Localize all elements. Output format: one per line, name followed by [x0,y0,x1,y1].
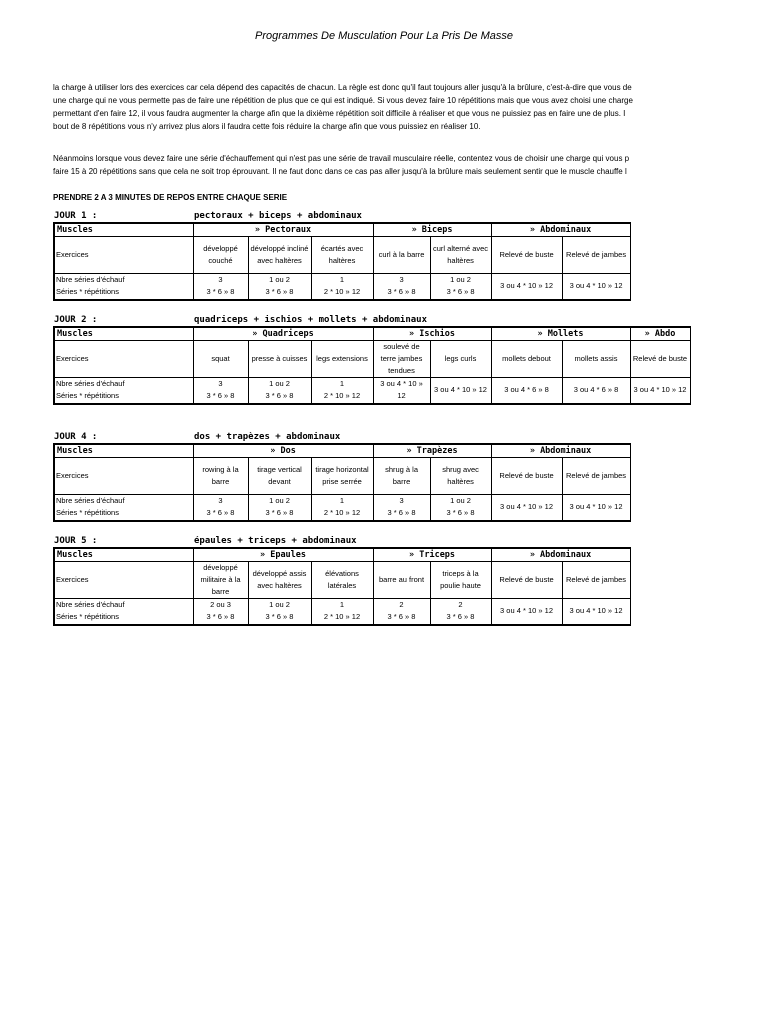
exercise-name: développé militaire à la barre [193,562,248,599]
exercise-name: shrug à la barre [373,458,430,495]
intro-paragraph [53,81,768,133]
intro-line: permettant d'en faire 12, il vous faudra augmenter la charge afin que la dixième répétition soit difficile à réaliser et que vous ne puissiez pas en faire une de plus. I [53,109,626,118]
exercise-table [53,547,631,626]
exercise-name: barre au front [373,562,430,599]
day-label: JOUR 2 : [54,315,98,325]
day-header [53,315,768,326]
muscle-group-header: » Abdominaux [491,223,630,237]
exercise-table [53,222,631,301]
day-block [53,315,768,450]
sets-cell [430,274,491,300]
exercise-name: élévations latérales [311,562,373,599]
page-title: Programmes De Musculation Pour La Pris De Masse [255,30,513,42]
exercise-name: soulevé de terre jambes tendues [373,341,430,378]
muscle-group-header: » Abdominaux [491,444,630,458]
sets-reps-value: 3 * 6 » 8 [387,508,416,518]
sets-cell [311,495,373,521]
sets-reps-label: Séries * répétitions [56,508,119,518]
sets-cell [311,378,373,404]
exercise-name: curl à la barre [373,237,430,274]
sets-reps-value: 3 ou 4 * 10 » 12 [562,599,630,625]
sets-cell [311,599,373,625]
sets-reps-value: 3 ou 4 * 6 » 8 [562,378,630,404]
warmup-sets-value: 1 ou 2 [269,379,290,389]
sets-reps-value: 3 ou 4 * 10 » 12 [562,495,630,521]
day-title: épaules + triceps + abdominaux [194,536,357,546]
sets-cell [193,599,248,625]
day-label: JOUR 5 : [54,536,98,546]
warmup-sets-value: 1 [339,496,345,506]
sets-reps-value: 3 * 6 » 8 [446,612,475,622]
series-labels [54,378,193,404]
warmup-sets-value: 2 [399,600,404,610]
warmup-sets-value: 3 [218,496,223,506]
exercise-name: squat [193,341,248,378]
exercise-name: Relevé de jambes [562,562,630,599]
day-title: quadriceps + ischios + mollets + abdominaux [194,315,427,325]
sets-reps-value: 3 * 6 » 8 [446,508,475,518]
warmup-sets-value: 3 [218,379,223,389]
sets-cell [193,378,248,404]
sets-cell [373,599,430,625]
exercises-label: Exercices [54,458,193,495]
exercise-name: Relevé de jambes [562,237,630,274]
exercise-name: mollets assis [562,341,630,378]
day-title: pectoraux + biceps + abdominaux [194,211,362,221]
muscle-group-header: » Dos [193,444,373,458]
muscle-group-header: » Ischios [373,327,491,341]
muscle-group-header: » Triceps [373,548,491,562]
day-label: JOUR 1 : [54,211,98,221]
exercise-name: développé incliné avec haltères [248,237,311,274]
day-title: dos + trapèzes + abdominaux [194,432,341,442]
exercise-name: Relevé de buste [491,237,562,274]
muscle-group-header: » Mollets [491,327,630,341]
sets-cell [430,495,491,521]
warmup-sets-value: 2 ou 3 [210,600,231,610]
warmup-sets-value: 1 ou 2 [450,275,471,285]
sets-cell [373,495,430,521]
muscle-group-header: » Abdominaux [491,548,630,562]
day-header [53,211,768,222]
warmup-sets-value: 3 [218,275,223,285]
muscle-group-header: » Quadriceps [193,327,373,341]
exercise-name: triceps à la poulie haute [430,562,491,599]
warmup-sets-value: 2 [458,600,463,610]
note-line: Néanmoins lorsque vous devez faire une série d'échauffement qui n'est pas une série de travail musculaire réelle, contentez vous de choisir une charge qui vous p [53,154,630,163]
warmup-sets-value: 1 ou 2 [269,496,290,506]
exercise-name: Relevé de buste [491,562,562,599]
sets-reps-value: 3 * 6 » 8 [387,287,416,297]
muscles-header: Muscles [54,548,193,562]
exercise-name: Relevé de buste [630,341,690,378]
sets-reps-value: 2 * 10 » 12 [323,612,361,622]
series-labels [54,495,193,521]
warmup-sets-value: 1 ou 2 [269,275,290,285]
exercises-label: Exercices [54,562,193,599]
sets-cell [430,599,491,625]
muscle-group-header: » Epaules [193,548,373,562]
warmup-note [53,152,768,178]
muscles-header: Muscles [54,327,193,341]
sets-cell [248,274,311,300]
sets-reps-value: 3 ou 4 * 10 » 12 [562,274,630,300]
sets-reps-value: 3 ou 4 * 10 » 12 [491,274,562,300]
muscles-header: Muscles [54,223,193,237]
exercise-name: mollets debout [491,341,562,378]
warmup-sets-label: Nbre séries d'échauf [56,496,125,506]
exercise-name: legs curls [430,341,491,378]
sets-reps-value: 2 * 10 » 12 [323,508,361,518]
sets-reps-value: 3 * 6 » 8 [265,391,294,401]
sets-reps-value: 3 * 6 » 8 [265,287,294,297]
sets-reps-value: 3 * 6 » 8 [265,612,294,622]
sets-reps-value: 3 ou 4 * 10 » 12 [491,495,562,521]
sets-cell [311,274,373,300]
rest-instruction: PRENDRE 2 A 3 MINUTES DE REPOS ENTRE CHAQUE SERIE [53,193,288,202]
exercise-name: développé couché [193,237,248,274]
day-header [53,536,768,547]
sets-reps-value: 3 ou 4 * 6 » 8 [491,378,562,404]
sets-reps-label: Séries * répétitions [56,287,119,297]
sets-cell [193,495,248,521]
exercise-name: écartés avec haltères [311,237,373,274]
exercise-table [53,443,631,522]
sets-reps-value: 3 ou 4 * 10 » 12 [630,378,690,404]
warmup-sets-value: 1 ou 2 [269,600,290,610]
muscle-group-header: » Abdo [630,327,690,341]
exercise-name: shrug avec haltères [430,458,491,495]
day-label: JOUR 4 : [54,432,98,442]
exercise-name: tirage vertical devant [248,458,311,495]
sets-reps-value: 3 * 6 » 8 [206,508,235,518]
sets-reps-value: 3 * 6 » 8 [387,612,416,622]
warmup-sets-value: 1 [339,600,345,610]
sets-reps-value: 3 * 6 » 8 [265,508,294,518]
exercise-table [53,326,691,405]
exercise-name: legs extensions [311,341,373,378]
sets-reps-value: 3 * 6 » 8 [206,612,235,622]
sets-reps-value: 3 ou 4 * 10 » 12 [430,378,491,404]
intro-line: une charge qui ne vous permette pas de faire une répétition de plus que ce qui est indiqué. Si vous devez faire 10 répétitions mais que vous avez choisi une charge [53,96,633,105]
exercises-label: Exercices [54,237,193,274]
muscle-group-header: » Biceps [373,223,491,237]
intro-line: la charge à utiliser lors des exercices car cela dépend des capacités de chacun. La règle est donc qu'il faut toujours aller jusqu'à la brûlure, c'est-à-dire que vous de [53,83,632,92]
sets-cell [373,274,430,300]
sets-reps-value: 3 * 6 » 8 [446,287,475,297]
day-header [53,432,768,443]
warmup-sets-label: Nbre séries d'échauf [56,600,125,610]
sets-reps-value: 3 ou 4 * 10 » 12 [373,378,430,404]
exercise-name: tirage horizontal prise serrée [311,458,373,495]
sets-reps-label: Séries * répétitions [56,391,119,401]
muscles-header: Muscles [54,444,193,458]
exercise-name: Relevé de buste [491,458,562,495]
exercise-name: curl alterné avec haltères [430,237,491,274]
day-block [53,536,768,671]
sets-cell [248,378,311,404]
warmup-sets-value: 3 [399,275,404,285]
sets-reps-value: 2 * 10 » 12 [323,287,361,297]
warmup-sets-label: Nbre séries d'échauf [56,379,125,389]
warmup-sets-value: 1 [339,275,345,285]
exercises-label: Exercices [54,341,193,378]
warmup-sets-label: Nbre séries d'échauf [56,275,125,285]
exercise-name: développé assis avec haltères [248,562,311,599]
sets-reps-value: 3 ou 4 * 10 » 12 [491,599,562,625]
sets-reps-value: 3 * 6 » 8 [206,391,235,401]
sets-reps-value: 3 * 6 » 8 [206,287,235,297]
sets-cell [248,495,311,521]
exercise-name: rowing à la barre [193,458,248,495]
exercise-name: presse à cuisses [248,341,311,378]
sets-cell [193,274,248,300]
warmup-sets-value: 1 [339,379,345,389]
intro-line: bout de 8 répétitions vous n'y arrivez plus alors il faudra cette fois réduire la charge afin que vous puissiez en réaliser 10. [53,122,481,131]
warmup-sets-value: 3 [399,496,404,506]
muscle-group-header: » Pectoraux [193,223,373,237]
exercise-name: Relevé de jambes [562,458,630,495]
muscle-group-header: » Trapèzes [373,444,491,458]
sets-cell [248,599,311,625]
warmup-sets-value: 1 ou 2 [450,496,471,506]
sets-reps-value: 2 * 10 » 12 [323,391,361,401]
note-line: faire 15 à 20 répétitions sans que cela ne soit trop éprouvant. Il ne faut donc dans ce cas pas aller jusqu'à la brûlure mais seulement sentir que le muscle chauffe l [53,167,627,176]
series-labels [54,274,193,300]
sets-reps-label: Séries * répétitions [56,612,119,622]
series-labels [54,599,193,625]
